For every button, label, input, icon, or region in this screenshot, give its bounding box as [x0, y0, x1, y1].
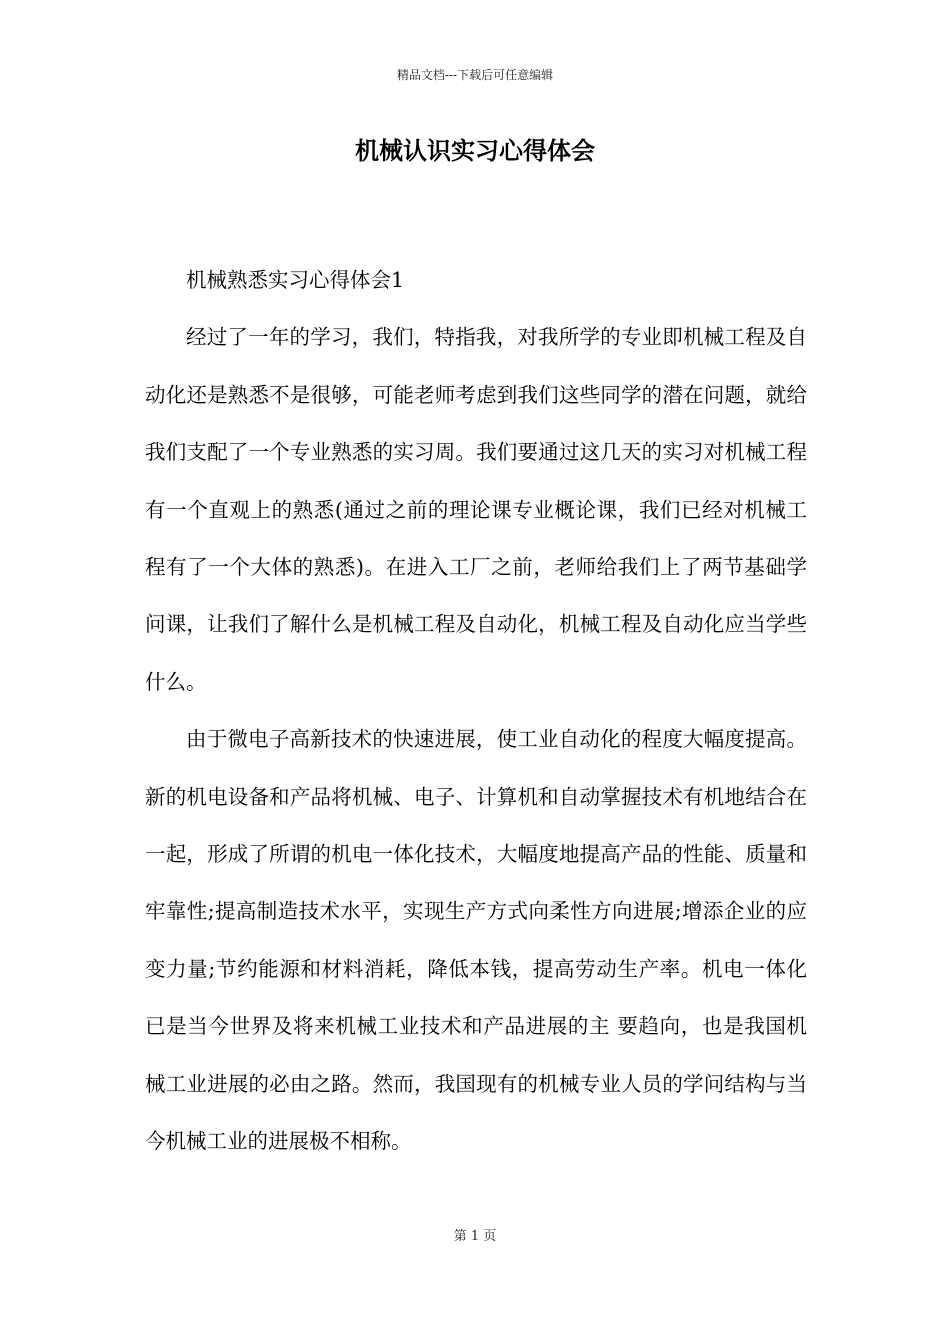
- header-note: 精品文档---下载后可任意编辑: [396, 68, 554, 82]
- document-body: [145, 252, 807, 1171]
- paragraph: 由于微电子高新技术的快速进展，使工业自动化的程度大幅度提高。新的机电设备和产品将机械、电子、计算机和自动掌握技术有机地结合在一起，形成了所谓的机电一体化技术，大幅度地提高产品的性能、质量和牢靠性;提高制造技术水平，实现生产方式向柔性方向进展;增添企业的应变力量;节约能源和材料消耗，降低本钱，提高劳动生产率。机电一体化已是当今世界及将来机械工业技术和产品进展的主 要趋向，也是我国机械工业进展的必由之路。然而，我国现有的机械专业人员的学问结构与当今机械工业的进展极不相称。: [145, 727, 807, 1154]
- section-heading: 机械熟悉实习心得体会1: [186, 268, 405, 292]
- page-number: 第 1 页: [453, 1229, 497, 1244]
- paragraph: 经过了一年的学习，我们，特指我，对我所学的专业即机械工程及自动化还是熟悉不是很够，可能老师考虑到我们这些同学的潜在问题，就给我们支配了一个专业熟悉的实习周。我们要通过这几天的实习对机械工程有一个直观上的熟悉(通过之前的理论课专业概论课，我们已经对机械工程有了一个大体的熟悉)。在进入工厂之前，老师给我们上了两节基础学问课，让我们了解什么是机械工程及自动化，机械工程及自动化应当学些什么。: [145, 325, 807, 694]
- document-title: 机械认识实习心得体会: [355, 136, 595, 165]
